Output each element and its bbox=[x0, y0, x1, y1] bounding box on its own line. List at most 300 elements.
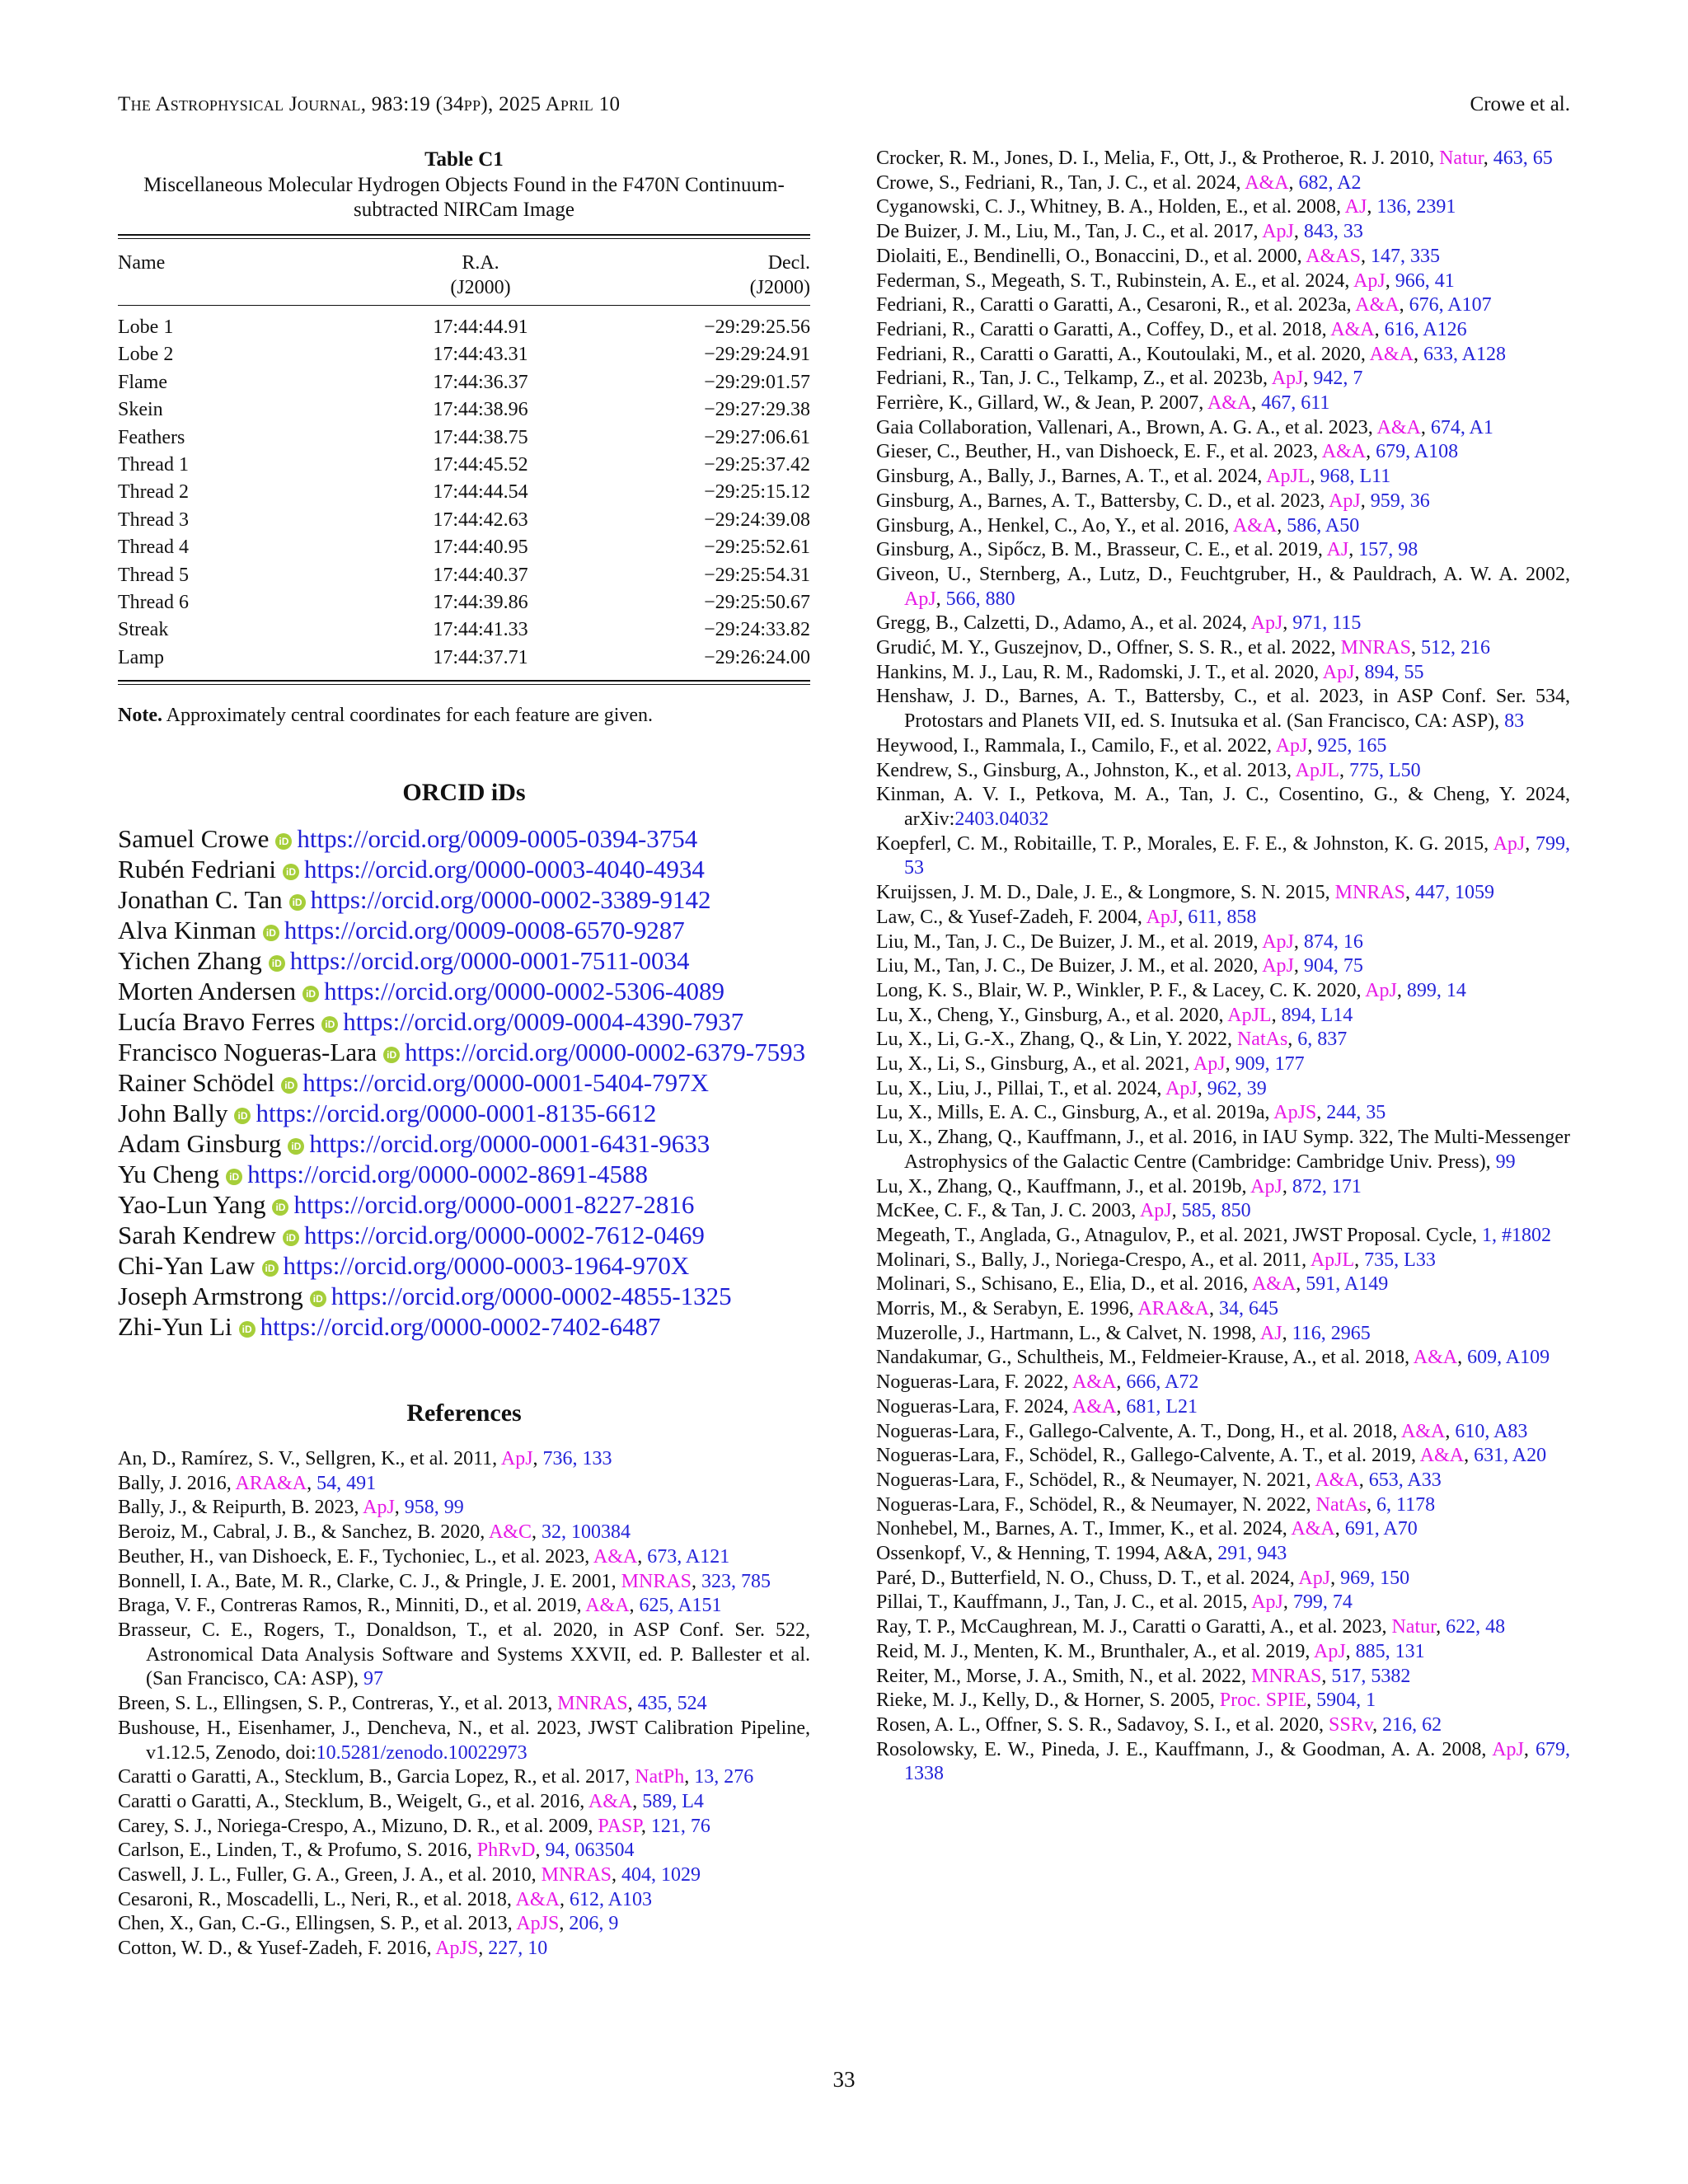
reference-journal-link[interactable]: ApJ bbox=[363, 1497, 395, 1519]
reference-journal-link[interactable]: ApJS bbox=[1273, 1102, 1317, 1124]
reference-text: Cesaroni, R., Moscadelli, L., Neri, R., et al. 2018, bbox=[118, 1888, 516, 1910]
reference-journal-link[interactable]: ApJ bbox=[1251, 1591, 1283, 1614]
reference-volume-link[interactable]: 969, 150 bbox=[1340, 1567, 1410, 1589]
reference-journal-link[interactable]: A&A bbox=[593, 1545, 638, 1568]
reference-volume-link[interactable]: 843, 33 bbox=[1303, 221, 1363, 243]
reference-text: Hankins, M. J., Lau, R. M., Radomski, J. T., et al. 2020, bbox=[876, 661, 1323, 683]
reference-entry: Gieser, C., Beuther, H., van Dishoeck, E. F., et al. 2023, A&A, 679, A108 bbox=[876, 441, 1459, 463]
page-number: 33 bbox=[832, 2067, 856, 2092]
orcid-link[interactable]: https://orcid.org/0000-0002-4855-1325 bbox=[331, 1282, 732, 1311]
reference-journal-link[interactable]: A&A bbox=[1355, 294, 1400, 316]
orcid-icon: iD bbox=[289, 894, 306, 911]
reference-journal-link[interactable]: ApJ bbox=[1146, 906, 1179, 928]
reference-volume-link[interactable]: 157, 98 bbox=[1358, 539, 1418, 561]
reference-volume-link[interactable]: 32, 100384 bbox=[541, 1521, 631, 1544]
reference-volume-link[interactable]: 799, 53 bbox=[904, 832, 1571, 879]
orcid-link[interactable]: https://orcid.org/0000-0003-4040-4934 bbox=[304, 855, 705, 884]
reference-journal-link[interactable]: ApJL bbox=[1227, 1004, 1272, 1026]
reference-text: Carey, S. J., Noriega-Crespo, A., Mizuno, D. R., et al. 2009, bbox=[118, 1815, 598, 1837]
orcid-author-name: Joseph Armstrong bbox=[118, 1282, 303, 1311]
reference-journal-link[interactable]: MNRAS bbox=[541, 1864, 612, 1886]
reference-volume-link[interactable]: 206, 9 bbox=[569, 1913, 619, 1935]
reference-volume-link[interactable]: 673, A121 bbox=[647, 1545, 730, 1568]
reference-journal-link[interactable]: A&A bbox=[1369, 343, 1414, 365]
reference-volume-link[interactable]: 589, L4 bbox=[642, 1790, 704, 1812]
reference-journal-link[interactable]: Proc. SPIE bbox=[1219, 1690, 1307, 1712]
reference-volume-link[interactable]: 2403.04032 bbox=[954, 808, 1049, 830]
reference-journal-link[interactable]: ApJ bbox=[1314, 1640, 1346, 1662]
reference-volume-link[interactable]: 682, A2 bbox=[1298, 171, 1362, 194]
column-header-name: Name bbox=[118, 252, 166, 274]
reference-journal-link[interactable]: ApJ bbox=[1250, 1175, 1282, 1197]
reference-volume-link[interactable]: 679, 1338 bbox=[904, 1738, 1571, 1785]
cell-dec: −29:25:15.12 bbox=[704, 481, 810, 504]
cell-dec: −29:25:37.42 bbox=[704, 453, 810, 476]
reference-volume-link[interactable]: 894, 55 bbox=[1364, 661, 1424, 683]
reference-volume-link[interactable]: 54, 491 bbox=[316, 1472, 377, 1494]
reference-volume-link[interactable]: 34, 645 bbox=[1219, 1298, 1278, 1320]
reference-volume-link[interactable]: 958, 99 bbox=[404, 1497, 464, 1519]
reference-entry bbox=[118, 1717, 810, 1765]
reference-entry: Fedriani, R., Caratti o Garatti, A., Cesaroni, R., et al. 2023a, A&A, 676, A107 bbox=[876, 294, 1492, 316]
reference-journal-link[interactable]: A&A bbox=[1413, 1347, 1458, 1369]
reference-volume-link[interactable]: 447, 1059 bbox=[1415, 882, 1494, 904]
table-row bbox=[118, 314, 810, 341]
reference-journal-link[interactable]: ApJ bbox=[1139, 1200, 1172, 1222]
reference-text: Lu, X., Cheng, Y., Ginsburg, A., et al. 2020, bbox=[876, 1004, 1228, 1026]
orcid-link[interactable]: https://orcid.org/0000-0001-8135-6612 bbox=[256, 1099, 657, 1128]
reference-entry: Nandakumar, G., Schultheis, M., Feldmeier-Krause, A., et al. 2018, A&A, 609, A109 bbox=[876, 1347, 1550, 1369]
reference-journal-link[interactable]: Natur bbox=[1391, 1616, 1437, 1638]
reference-volume-link[interactable]: 633, A128 bbox=[1423, 343, 1506, 365]
cell-ra: 17:44:42.63 bbox=[433, 509, 528, 531]
reference-entry: Nogueras-Lara, F., Schödel, R., Gallego-Calvente, A. T., et al. 2019, A&A, 631, A20 bbox=[876, 1445, 1547, 1467]
reference-entry: Crowe, S., Fedriani, R., Tan, J. C., et al. 2024, A&A, 682, A2 bbox=[876, 171, 1362, 194]
reference-entry: Crocker, R. M., Jones, D. I., Melia, F., Ott, J., & Protheroe, R. J. 2010, Natur, 463, 65 bbox=[876, 148, 1553, 169]
reference-text: Pillai, T., Kauffmann, J., Tan, J. C., et al. 2015, bbox=[876, 1591, 1252, 1614]
reference-journal-link[interactable]: A&C bbox=[488, 1521, 532, 1544]
reference-entry: Reid, M. J., Menten, K. M., Brunthaler, A., et al. 2019, ApJ, 885, 131 bbox=[876, 1640, 1425, 1662]
reference-volume-link[interactable]: 585, 850 bbox=[1181, 1200, 1251, 1222]
column-header-dec-epoch: (J2000) bbox=[749, 277, 810, 298]
reference-journal-link[interactable]: ApJ bbox=[904, 588, 936, 610]
reference-volume-link[interactable]: 121, 76 bbox=[650, 1815, 710, 1837]
reference-journal-link[interactable]: A&A bbox=[515, 1888, 560, 1910]
orcid-link[interactable]: https://orcid.org/0009-0004-4390-7937 bbox=[343, 1007, 744, 1037]
reference-journal-link[interactable]: ApJ bbox=[1193, 1053, 1226, 1076]
orcid-author-name: Alva Kinman bbox=[118, 916, 256, 945]
cell-dec: −29:24:39.08 bbox=[704, 509, 810, 531]
reference-volume-link[interactable]: 323, 785 bbox=[701, 1570, 771, 1592]
table-note-label: Note. bbox=[118, 705, 162, 727]
reference-volume-link[interactable]: 97 bbox=[363, 1668, 383, 1690]
orcid-entry bbox=[118, 1006, 810, 1037]
reference-volume-link[interactable]: 467, 611 bbox=[1261, 392, 1330, 415]
reference-text: Giveon, U., Sternberg, A., Lutz, D., Feuchtgruber, H., & Pauldrach, A. W. A. 2002, bbox=[876, 563, 1570, 585]
orcid-author-name: Adam Ginsburg bbox=[118, 1129, 282, 1159]
reference-journal-link[interactable]: ApJ bbox=[1262, 930, 1294, 953]
reference-volume-link[interactable]: 894, L14 bbox=[1281, 1004, 1353, 1026]
reference-entry: Rieke, M. J., Kelly, D., & Horner, S. 2005, Proc. SPIE, 5904, 1 bbox=[876, 1690, 1376, 1712]
cell-name: Thread 1 bbox=[118, 453, 189, 476]
reference-journal-link[interactable]: A&A bbox=[1315, 1469, 1359, 1491]
cell-name: Lamp bbox=[118, 646, 164, 668]
reference-journal-link[interactable]: ApJL bbox=[1295, 759, 1339, 781]
reference-entry: Rosen, A. L., Offner, S. S. R., Sadavoy, S. I., et al. 2020, SSRv, 216, 62 bbox=[876, 1714, 1442, 1736]
table-row bbox=[118, 424, 810, 452]
reference-journal-link[interactable]: ApJ bbox=[1329, 490, 1361, 512]
reference-volume-link[interactable]: 775, L50 bbox=[1349, 759, 1421, 781]
reference-text: Lu, X., Mills, E. A. C., Ginsburg, A., et al. 2019a, bbox=[876, 1102, 1274, 1124]
table-header-rule bbox=[118, 305, 810, 306]
orcid-icon: iD bbox=[234, 1108, 251, 1124]
orcid-entry bbox=[118, 1250, 810, 1281]
reference-journal-link[interactable]: ApJ bbox=[1275, 734, 1308, 757]
reference-text: Bushouse, H., Eisenhamer, J., Dencheva, N., et al. 2023, JWST Calibration Pipeline, v1.12.5, Zenodo, doi: bbox=[118, 1717, 810, 1764]
running-authors: Crowe et al. bbox=[1470, 93, 1570, 115]
reference-volume-link[interactable]: 116, 2965 bbox=[1292, 1322, 1371, 1344]
reference-entry: Carey, S. J., Noriega-Crespo, A., Mizuno, D. R., et al. 2009, PASP, 121, 76 bbox=[118, 1815, 710, 1837]
reference-journal-link[interactable]: PASP bbox=[598, 1815, 641, 1837]
reference-text: Molinari, S., Schisano, E., Elia, D., et al. 2016, bbox=[876, 1273, 1252, 1296]
reference-volume-link[interactable]: 909, 177 bbox=[1235, 1053, 1305, 1076]
reference-journal-link[interactable]: ApJ bbox=[1271, 368, 1304, 390]
orcid-entry bbox=[118, 1067, 810, 1098]
reference-volume-link[interactable]: 616, A126 bbox=[1384, 318, 1467, 340]
reference-journal-link[interactable]: ApJ bbox=[500, 1448, 533, 1470]
orcid-author-name: Sarah Kendrew bbox=[118, 1221, 276, 1250]
reference-volume-link[interactable]: 971, 115 bbox=[1292, 612, 1362, 635]
reference-journal-link[interactable]: ApJ bbox=[1165, 1077, 1198, 1099]
table-row bbox=[118, 644, 810, 672]
reference-volume-link[interactable]: 681, L21 bbox=[1126, 1395, 1198, 1418]
orcid-icon: iD bbox=[226, 1169, 242, 1185]
reference-volume-link[interactable]: 83 bbox=[1504, 710, 1525, 733]
reference-text: Fedriani, R., Caratti o Garatti, A., Coffey, D., et al. 2018, bbox=[876, 318, 1331, 340]
reference-volume-link[interactable]: 227, 10 bbox=[488, 1938, 548, 1960]
reference-volume-link[interactable]: 942, 7 bbox=[1313, 368, 1363, 390]
reference-journal-link[interactable]: ApJ bbox=[1298, 1567, 1331, 1589]
reference-entry bbox=[876, 1542, 1570, 1567]
reference-volume-link[interactable]: 653, A33 bbox=[1368, 1469, 1442, 1491]
reference-entry: Diolaiti, E., Bendinelli, O., Bonaccini, D., et al. 2000, A&AS, 147, 335 bbox=[876, 245, 1440, 267]
cell-ra: 17:44:38.96 bbox=[433, 399, 528, 421]
orcid-author-name: Yichen Zhang bbox=[118, 946, 262, 976]
reference-volume-link[interactable]: 736, 133 bbox=[542, 1448, 612, 1470]
right-column bbox=[876, 147, 1570, 1787]
reference-text: Chen, X., Gan, C.-G., Ellingsen, S. P., et al. 2013, bbox=[118, 1913, 517, 1935]
orcid-link[interactable]: https://orcid.org/0000-0001-5404-797X bbox=[302, 1068, 710, 1098]
orcid-icon: iD bbox=[288, 1138, 304, 1155]
reference-volume-link[interactable]: 679, A108 bbox=[1376, 441, 1459, 463]
reference-volume-link[interactable]: 291, 943 bbox=[1217, 1543, 1287, 1565]
reference-journal-link[interactable]: A&A bbox=[1072, 1371, 1117, 1394]
reference-volume-link[interactable]: 99 bbox=[1495, 1151, 1516, 1173]
reference-volume-link[interactable]: 566, 880 bbox=[945, 588, 1015, 610]
reference-journal-link[interactable]: ApJ bbox=[1493, 832, 1526, 855]
orcid-link[interactable]: https://orcid.org/0000-0002-3389-9142 bbox=[310, 885, 711, 915]
reference-volume-link[interactable]: 13, 276 bbox=[694, 1766, 754, 1788]
reference-text: Ginsburg, A., Sipőcz, B. M., Brasseur, C. E., et al. 2019, bbox=[876, 539, 1327, 561]
reference-journal-link[interactable]: MNRAS bbox=[1340, 637, 1412, 659]
cell-ra: 17:44:39.86 bbox=[433, 591, 528, 613]
reference-entry bbox=[876, 783, 1570, 832]
reference-text: Caswell, J. L., Fuller, G. A., Green, J. A., et al. 2010, bbox=[118, 1864, 542, 1886]
reference-entry: Fedriani, R., Caratti o Garatti, A., Coffey, D., et al. 2018, A&A, 616, A126 bbox=[876, 318, 1467, 340]
reference-entry: Braga, V. F., Contreras Ramos, R., Minniti, D., et al. 2019, A&A, 625, A151 bbox=[118, 1595, 722, 1617]
reference-journal-link[interactable]: A&A bbox=[1321, 441, 1367, 463]
reference-journal-link[interactable]: SSRv bbox=[1329, 1714, 1373, 1736]
reference-text: Nogueras-Lara, F., Schödel, R., Gallego-Calvente, A. T., et al. 2019, bbox=[876, 1445, 1420, 1467]
reference-volume-link[interactable]: 591, A149 bbox=[1306, 1273, 1389, 1296]
reference-entry: Morris, M., & Serabyn, E. 1996, ARA&A, 34, 645 bbox=[876, 1298, 1278, 1320]
references-list-left bbox=[118, 1447, 810, 1961]
reference-journal-link[interactable]: A&A bbox=[1291, 1518, 1335, 1540]
reference-journal-link[interactable]: MNRAS bbox=[1334, 882, 1405, 904]
reference-journal-link[interactable]: ApJ bbox=[1262, 221, 1294, 243]
reference-volume-link[interactable]: 6, 1178 bbox=[1376, 1493, 1436, 1516]
reference-volume-link[interactable]: 244, 35 bbox=[1326, 1102, 1386, 1124]
column-header-ra bbox=[398, 251, 563, 300]
reference-volume-link[interactable]: 517, 5382 bbox=[1331, 1665, 1411, 1687]
reference-journal-link[interactable]: A&A bbox=[1245, 171, 1289, 194]
orcid-icon: iD bbox=[272, 1199, 288, 1216]
reference-volume-link[interactable]: 6, 837 bbox=[1297, 1029, 1348, 1051]
orcid-link[interactable]: https://orcid.org/0000-0002-5306-4089 bbox=[324, 977, 725, 1006]
reference-entry: Bally, J. 2016, ARA&A, 54, 491 bbox=[118, 1472, 377, 1494]
orcid-author-name: John Bally bbox=[118, 1099, 228, 1128]
cell-ra: 17:44:41.33 bbox=[433, 619, 528, 641]
reference-volume-link[interactable]: 10.5281/zenodo.10022973 bbox=[316, 1741, 528, 1764]
reference-journal-link[interactable]: Natur bbox=[1439, 148, 1484, 169]
reference-journal-link[interactable]: A&A bbox=[588, 1790, 633, 1812]
table-row bbox=[118, 479, 810, 506]
reference-entry: Heywood, I., Rammala, I., Camilo, F., et al. 2022, ApJ, 925, 165 bbox=[876, 734, 1387, 757]
reference-volume-link[interactable]: 610, A83 bbox=[1455, 1420, 1528, 1442]
orcid-author-name: Zhi-Yun Li bbox=[118, 1312, 232, 1342]
cell-dec: −29:26:24.00 bbox=[704, 646, 810, 668]
reference-volume-link[interactable]: 799, 74 bbox=[1292, 1591, 1353, 1614]
reference-journal-link[interactable]: A&A bbox=[1419, 1445, 1465, 1467]
reference-entry: Gaia Collaboration, Vallenari, A., Brown, A. G. A., et al. 2023, A&A, 674, A1 bbox=[876, 416, 1493, 438]
orcid-icon: iD bbox=[310, 1291, 326, 1307]
reference-text: Cotton, W. D., & Yusef-Zadeh, F. 2016, bbox=[118, 1938, 436, 1960]
reference-volume-link[interactable]: 666, A72 bbox=[1126, 1371, 1199, 1394]
reference-text: Caratti o Garatti, A., Stecklum, B., Weigelt, G., et al. 2016, bbox=[118, 1790, 588, 1812]
reference-volume-link[interactable]: 609, A109 bbox=[1467, 1347, 1550, 1369]
reference-text: Caratti o Garatti, A., Stecklum, B., Garcia Lopez, R., et al. 2017, bbox=[118, 1766, 635, 1788]
reference-entry: Fedriani, R., Tan, J. C., Telkamp, Z., et al. 2023b, ApJ, 942, 7 bbox=[876, 368, 1363, 390]
column-header-dec bbox=[645, 251, 810, 300]
reference-journal-link[interactable]: AJ bbox=[1344, 196, 1367, 218]
reference-journal-link[interactable]: ApJS bbox=[516, 1913, 560, 1935]
orcid-entry bbox=[118, 823, 810, 854]
reference-journal-link[interactable]: ApJ bbox=[1250, 612, 1283, 635]
orcid-link[interactable]: https://orcid.org/0000-0001-7511-0034 bbox=[289, 946, 690, 976]
orcid-link[interactable]: https://orcid.org/0000-0001-6431-9633 bbox=[309, 1129, 710, 1159]
reference-volume-link[interactable]: 147, 335 bbox=[1370, 245, 1440, 267]
reference-text: Carlson, E., Linden, T., & Profumo, S. 2016, bbox=[118, 1840, 477, 1862]
reference-volume-link[interactable]: 136, 2391 bbox=[1376, 196, 1456, 218]
orcid-icon: iD bbox=[275, 833, 292, 850]
reference-text: Crowe, S., Fedriani, R., Tan, J. C., et al. 2024, bbox=[876, 171, 1245, 194]
reference-journal-link[interactable]: A&AS bbox=[1306, 245, 1361, 267]
reference-journal-link[interactable]: ApJL bbox=[1310, 1249, 1355, 1271]
reference-text: Cyganowski, C. J., Whitney, B. A., Holden, E., et al. 2008, bbox=[876, 196, 1345, 218]
cell-dec: −29:29:24.91 bbox=[704, 344, 810, 366]
reference-text: Fedriani, R., Caratti o Garatti, A., Koutoulaki, M., et al. 2020, bbox=[876, 343, 1370, 365]
cell-ra: 17:44:43.31 bbox=[433, 344, 528, 366]
reference-volume-link[interactable]: 622, 48 bbox=[1446, 1616, 1506, 1638]
reference-volume-link[interactable]: 435, 524 bbox=[637, 1693, 707, 1715]
reference-text: Reiter, M., Morse, J. A., Smith, N., et al. 2022, bbox=[876, 1665, 1252, 1687]
reference-entry: Koepferl, C. M., Robitaille, T. P., Morales, E. F. E., & Johnston, K. G. 2015, ApJ, 799, 53 bbox=[876, 832, 1571, 879]
reference-journal-link[interactable]: ApJ bbox=[1322, 661, 1355, 683]
reference-journal-link[interactable]: A&A bbox=[1330, 318, 1375, 340]
reference-entry: Nogueras-Lara, F., Schödel, R., & Neumayer, N. 2022, NatAs, 6, 1178 bbox=[876, 1493, 1436, 1516]
reference-journal-link[interactable]: ApJS bbox=[435, 1938, 479, 1960]
table-row bbox=[118, 341, 810, 368]
reference-entry: Ray, T. P., McCaughrean, M. J., Caratti o Garatti, A., et al. 2023, Natur, 622, 48 bbox=[876, 1616, 1506, 1638]
cell-ra: 17:44:38.75 bbox=[433, 426, 528, 448]
orcid-author-name: Lucía Bravo Ferres bbox=[118, 1007, 316, 1037]
reference-volume-link[interactable]: 925, 165 bbox=[1317, 734, 1387, 757]
cell-dec: −29:25:54.31 bbox=[704, 564, 810, 586]
orcid-icon: iD bbox=[239, 1321, 256, 1338]
reference-volume-link[interactable]: 631, A20 bbox=[1474, 1445, 1547, 1467]
reference-entry: Gregg, B., Calzetti, D., Adamo, A., et al. 2024, ApJ, 971, 115 bbox=[876, 612, 1362, 635]
reference-journal-link[interactable]: MNRAS bbox=[557, 1693, 628, 1715]
reference-text: Reid, M. J., Menten, K. M., Brunthaler, A., et al. 2019, bbox=[876, 1640, 1314, 1662]
orcid-entry bbox=[118, 1128, 810, 1159]
table-row bbox=[118, 452, 810, 479]
reference-journal-link[interactable]: NatAs bbox=[1315, 1493, 1367, 1516]
left-column bbox=[118, 147, 810, 1961]
orcid-author-name: Yao-Lun Yang bbox=[118, 1190, 266, 1220]
orcid-icon: iD bbox=[283, 1230, 299, 1246]
orcid-link[interactable]: https://orcid.org/0009-0008-6570-9287 bbox=[284, 916, 685, 945]
reference-volume-link[interactable]: 904, 75 bbox=[1303, 955, 1363, 977]
reference-volume-link[interactable]: 674, A1 bbox=[1430, 416, 1493, 438]
orcid-entry bbox=[118, 1311, 810, 1342]
reference-journal-link[interactable]: MNRAS bbox=[621, 1570, 692, 1592]
reference-entry: Liu, M., Tan, J. C., De Buizer, J. M., et al. 2020, ApJ, 904, 75 bbox=[876, 955, 1363, 977]
reference-journal-link[interactable]: A&A bbox=[1376, 416, 1421, 438]
reference-journal-link[interactable]: A&A bbox=[1207, 392, 1252, 415]
reference-journal-link[interactable]: A&A bbox=[1072, 1395, 1117, 1418]
reference-volume-link[interactable]: 691, A70 bbox=[1344, 1518, 1418, 1540]
reference-volume-link[interactable]: 94, 063504 bbox=[545, 1840, 635, 1862]
reference-text: Ferrière, K., Gillard, W., & Jean, P. 2007, bbox=[876, 392, 1207, 415]
reference-entry: Law, C., & Yusef-Zadeh, F. 2004, ApJ, 611, 858 bbox=[876, 906, 1257, 928]
reference-journal-link[interactable]: MNRAS bbox=[1251, 1665, 1322, 1687]
reference-journal-link[interactable]: NatAs bbox=[1236, 1029, 1288, 1051]
reference-volume-link[interactable]: 611, 858 bbox=[1188, 906, 1257, 928]
cell-dec: −29:24:33.82 bbox=[704, 619, 810, 641]
orcid-link[interactable]: https://orcid.org/0000-0002-7612-0469 bbox=[303, 1221, 705, 1250]
orcid-link[interactable]: https://orcid.org/0000-0002-7402-6487 bbox=[260, 1312, 661, 1342]
reference-volume-link[interactable]: 899, 14 bbox=[1406, 979, 1466, 1001]
reference-volume-link[interactable]: 1, #1802 bbox=[1482, 1224, 1552, 1246]
reference-journal-link[interactable]: A&A bbox=[1401, 1420, 1446, 1442]
orcid-entry bbox=[118, 915, 810, 945]
orcid-link[interactable]: https://orcid.org/0009-0005-0394-3754 bbox=[297, 824, 698, 854]
reference-text: Nogueras-Lara, F., Gallego-Calvente, A. T., Dong, H., et al. 2018, bbox=[876, 1420, 1402, 1442]
reference-volume-link[interactable]: 463, 65 bbox=[1493, 148, 1553, 169]
reference-entry: Nogueras-Lara, F., Schödel, R., & Neumayer, N. 2021, A&A, 653, A33 bbox=[876, 1469, 1442, 1491]
reference-journal-link[interactable]: ApJ bbox=[1353, 269, 1386, 292]
orcid-entry bbox=[118, 1037, 810, 1067]
orcid-entry bbox=[118, 1220, 810, 1250]
reference-text: An, D., Ramírez, S. V., Sellgren, K., et al. 2011, bbox=[118, 1448, 501, 1470]
reference-journal-link[interactable]: A&A bbox=[1232, 514, 1278, 537]
reference-text: Lu, X., Zhang, Q., Kauffmann, J., et al. 2019b, bbox=[876, 1175, 1251, 1197]
reference-volume-link[interactable]: 612, A103 bbox=[569, 1888, 652, 1910]
reference-volume-link[interactable]: 735, L33 bbox=[1364, 1249, 1436, 1271]
reference-text: Kinman, A. V. I., Petkova, M. A., Tan, J. C., Cosentino, G., & Cheng, Y. 2024, arXiv: bbox=[876, 784, 1570, 830]
reference-entry: Bonnell, I. A., Bate, M. R., Clarke, C. J., & Pringle, J. E. 2001, MNRAS, 323, 785 bbox=[118, 1570, 771, 1592]
orcid-entry bbox=[118, 884, 810, 915]
reference-volume-link[interactable]: 959, 36 bbox=[1370, 490, 1430, 512]
reference-entry: Nonhebel, M., Barnes, A. T., Immer, K., et al. 2024, A&A, 691, A70 bbox=[876, 1518, 1418, 1540]
orcid-link[interactable]: https://orcid.org/0000-0003-1964-970X bbox=[283, 1251, 690, 1281]
reference-text: Diolaiti, E., Bendinelli, O., Bonaccini, D., et al. 2000, bbox=[876, 245, 1306, 267]
reference-volume-link[interactable]: 874, 16 bbox=[1303, 930, 1363, 953]
reference-journal-link[interactable]: PhRvD bbox=[476, 1840, 536, 1862]
reference-journal-link[interactable]: ApJ bbox=[1262, 955, 1294, 977]
reference-journal-link[interactable]: A&A bbox=[585, 1595, 630, 1617]
reference-text: Ray, T. P., McCaughrean, M. J., Caratti o Garatti, A., et al. 2023, bbox=[876, 1616, 1392, 1638]
reference-volume-link[interactable]: 404, 1029 bbox=[621, 1864, 701, 1886]
reference-journal-link[interactable]: ARA&A bbox=[235, 1472, 307, 1494]
reference-volume-link[interactable]: 5904, 1 bbox=[1316, 1690, 1376, 1712]
reference-volume-link[interactable]: 512, 216 bbox=[1421, 637, 1491, 659]
cell-name: Lobe 2 bbox=[118, 344, 174, 366]
reference-volume-link[interactable]: 885, 131 bbox=[1355, 1640, 1425, 1662]
reference-journal-link[interactable]: ApJ bbox=[1492, 1738, 1524, 1760]
reference-text: Liu, M., Tan, J. C., De Buizer, J. M., et al. 2019, bbox=[876, 930, 1263, 953]
reference-entry: Cotton, W. D., & Yusef-Zadeh, F. 2016, ApJS, 227, 10 bbox=[118, 1938, 548, 1960]
reference-volume-link[interactable]: 586, A50 bbox=[1287, 514, 1360, 537]
reference-entry: Cesaroni, R., Moscadelli, L., Neri, R., et al. 2018, A&A, 612, A103 bbox=[118, 1888, 652, 1910]
reference-text: Fedriani, R., Tan, J. C., Telkamp, Z., et al. 2023b, bbox=[876, 368, 1272, 390]
reference-journal-link[interactable]: AJ bbox=[1326, 539, 1349, 561]
reference-entry bbox=[876, 1224, 1570, 1249]
cell-dec: −29:27:06.61 bbox=[704, 426, 810, 448]
reference-journal-link[interactable]: AJ bbox=[1259, 1322, 1282, 1344]
reference-text: Federman, S., Megeath, S. T., Rubinstein, A. E., et al. 2024, bbox=[876, 269, 1354, 292]
orcid-link[interactable]: https://orcid.org/0000-0002-8691-4588 bbox=[247, 1160, 649, 1189]
cell-dec: −29:29:25.56 bbox=[704, 316, 810, 338]
reference-volume-link[interactable]: 872, 171 bbox=[1292, 1175, 1362, 1197]
reference-volume-link[interactable]: 968, L11 bbox=[1320, 466, 1391, 488]
reference-journal-link[interactable]: A&A bbox=[1251, 1273, 1296, 1296]
reference-entry: An, D., Ramírez, S. V., Sellgren, K., et al. 2011, ApJ, 736, 133 bbox=[118, 1448, 612, 1470]
reference-journal-link[interactable]: ApJ bbox=[1365, 979, 1397, 1001]
table-title: Table C1 bbox=[424, 148, 504, 171]
reference-journal-link[interactable]: ARA&A bbox=[1137, 1298, 1209, 1320]
reference-volume-link[interactable]: 962, 39 bbox=[1207, 1077, 1267, 1099]
orcid-link[interactable]: https://orcid.org/0000-0001-8227-2816 bbox=[293, 1190, 695, 1220]
cell-dec: −29:27:29.38 bbox=[704, 399, 810, 421]
reference-volume-link[interactable]: 216, 62 bbox=[1382, 1714, 1442, 1736]
reference-journal-link[interactable]: ApJL bbox=[1266, 466, 1311, 488]
orcid-link[interactable]: https://orcid.org/0000-0002-6379-7593 bbox=[405, 1038, 806, 1067]
reference-journal-link[interactable]: NatPh bbox=[635, 1766, 685, 1788]
reference-volume-link[interactable]: 625, A151 bbox=[639, 1595, 722, 1617]
reference-volume-link[interactable]: 676, A107 bbox=[1409, 294, 1492, 316]
reference-volume-link[interactable]: 966, 41 bbox=[1395, 269, 1455, 292]
